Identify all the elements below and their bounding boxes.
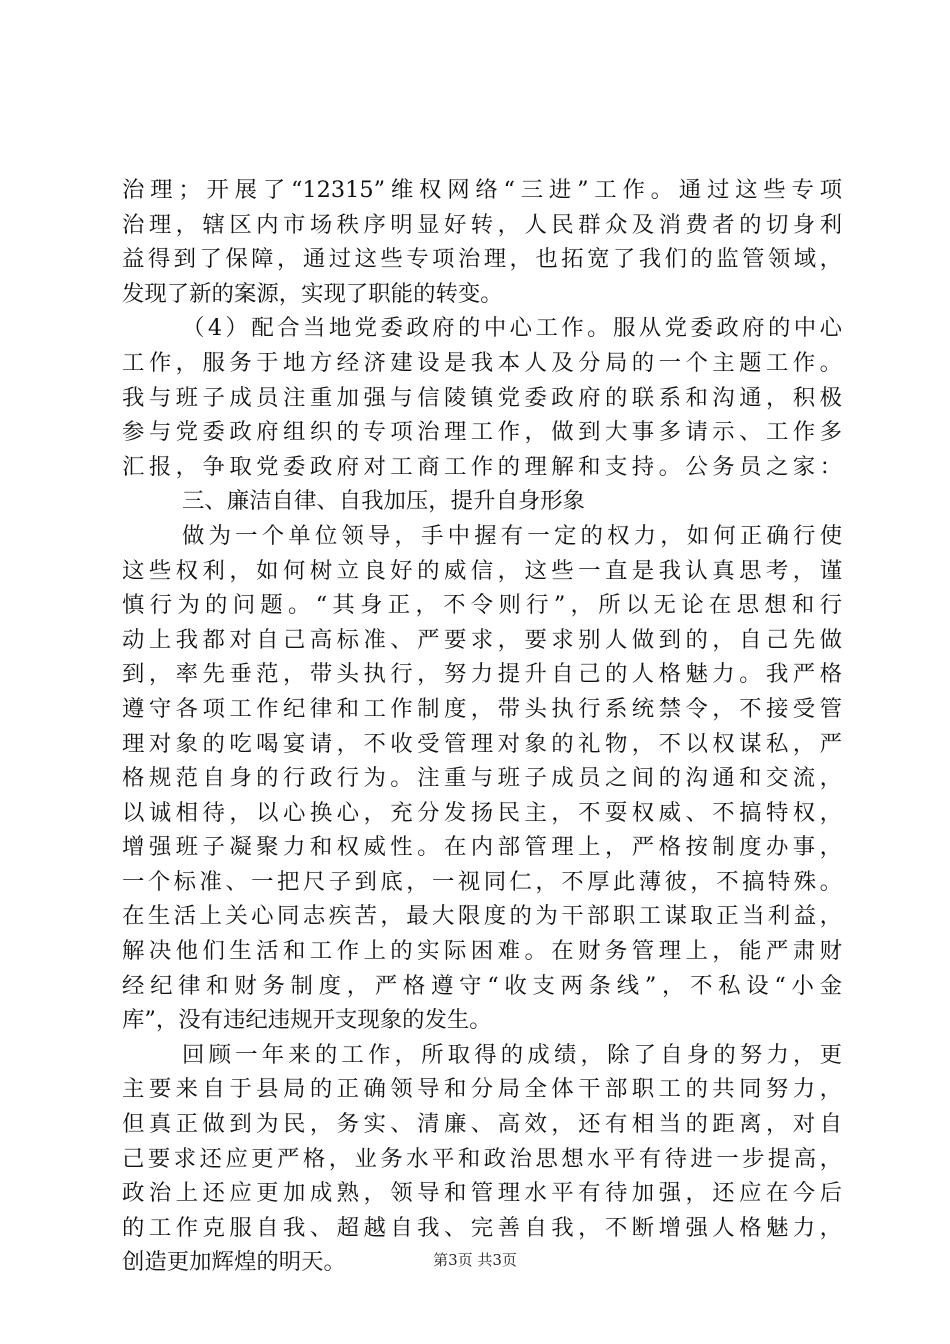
text-line: 益得到了保障，通过这些专项治理，也拓宽了我们的监管领域， (122, 246, 842, 273)
text-line: 动上我都对自己高标准、严要求，要求别人做到的，自己先做 (122, 626, 842, 653)
text-line: 库”，没有违纪违规开支现象的发生。 (122, 1007, 492, 1034)
text-line: 增强班子凝聚力和权威性。在内部管理上，严格按制度办事， (122, 834, 842, 861)
text-line: 治理，辖区内市场秩序明显好转，人民群众及消费者的切身利 (122, 211, 842, 238)
text-line: 己要求还应更严格，业务水平和政治思想水平有待进一步提高， (122, 1145, 842, 1172)
text-line: 我与班子成员注重加强与信陵镇党委政府的联系和沟通，积极 (122, 384, 842, 411)
text-line: 解决他们生活和工作上的实际困难。在财务管理上，能严肃财 (122, 938, 842, 965)
section-heading: 三、廉洁自律、自我加压，提升自身形象 (182, 488, 586, 515)
text-line: 到，率先垂范，带头执行，努力提升自己的人格魅力。我严格 (122, 661, 842, 688)
text-line: 主要来自于县局的正确领导和分局全体干部职工的共同努力， (122, 1076, 842, 1103)
text-line: 政治上还应更加成熟，领导和管理水平有待加强，还应在今后 (122, 1180, 842, 1207)
text-line: 一个标准、一把尺子到底，一视同仁，不厚此薄彼，不搞特殊。 (122, 868, 842, 895)
text-line: 发现了新的案源，实现了职能的转变。 (122, 280, 503, 307)
text-line: 的工作克服自我、超越自我、完善自我，不断增强人格魅力， (122, 1214, 842, 1241)
text-line: 慎行为的问题。“其身正，不令则行”，所以无论在思想和行 (122, 592, 842, 619)
text-line: 做为一个单位领导，手中握有一定的权力，如何正确行使 (182, 522, 842, 549)
text-line: 格规范自身的行政行为。注重与班子成员之间的沟通和交流， (122, 765, 842, 792)
text-line: 但真正做到为民，务实、清廉、高效，还有相当的距离，对自 (122, 1111, 842, 1138)
text-line: 创造更加辉煌的明天。 (122, 1249, 346, 1276)
text-line: 这些权利，如何树立良好的威信，这些一直是我认真思考，谨 (122, 557, 842, 584)
text-line: 汇报，争取党委政府对工商工作的理解和支持。公务员之家： (122, 453, 842, 480)
text-line: 理对象的吃喝宴请，不收受管理对象的礼物，不以权谋私，严 (122, 730, 842, 757)
text-line: 以诚相待，以心换心，充分发扬民主，不耍权威、不搞特权， (122, 799, 842, 826)
text-line: 回顾一年来的工作，所取得的成绩，除了自身的努力，更 (182, 1041, 842, 1068)
text-line: 经纪律和财务制度，严格遵守“收支两条线”，不私设“小金 (122, 972, 842, 999)
text-line: 参与党委政府组织的专项治理工作，做到大事多请示、工作多 (122, 419, 842, 446)
text-line: 治理；开展了“12315”维权网络“三进”工作。通过这些专项 (122, 177, 842, 203)
text-line: 工作，服务于地方经济建设是我本人及分局的一个主题工作。 (122, 349, 842, 376)
page-footer: 第3页 共3页 (433, 1251, 517, 1269)
text-line: （4）配合当地党委政府的中心工作。服从党委政府的中心 (182, 315, 842, 342)
document-body (122, 173, 842, 1280)
text-line: 遵守各项工作纪律和工作制度，带头执行系统禁令，不接受管 (122, 695, 842, 722)
text-line: 在生活上关心同志疾苦，最大限度的为干部职工谋取正当利益， (122, 903, 842, 930)
